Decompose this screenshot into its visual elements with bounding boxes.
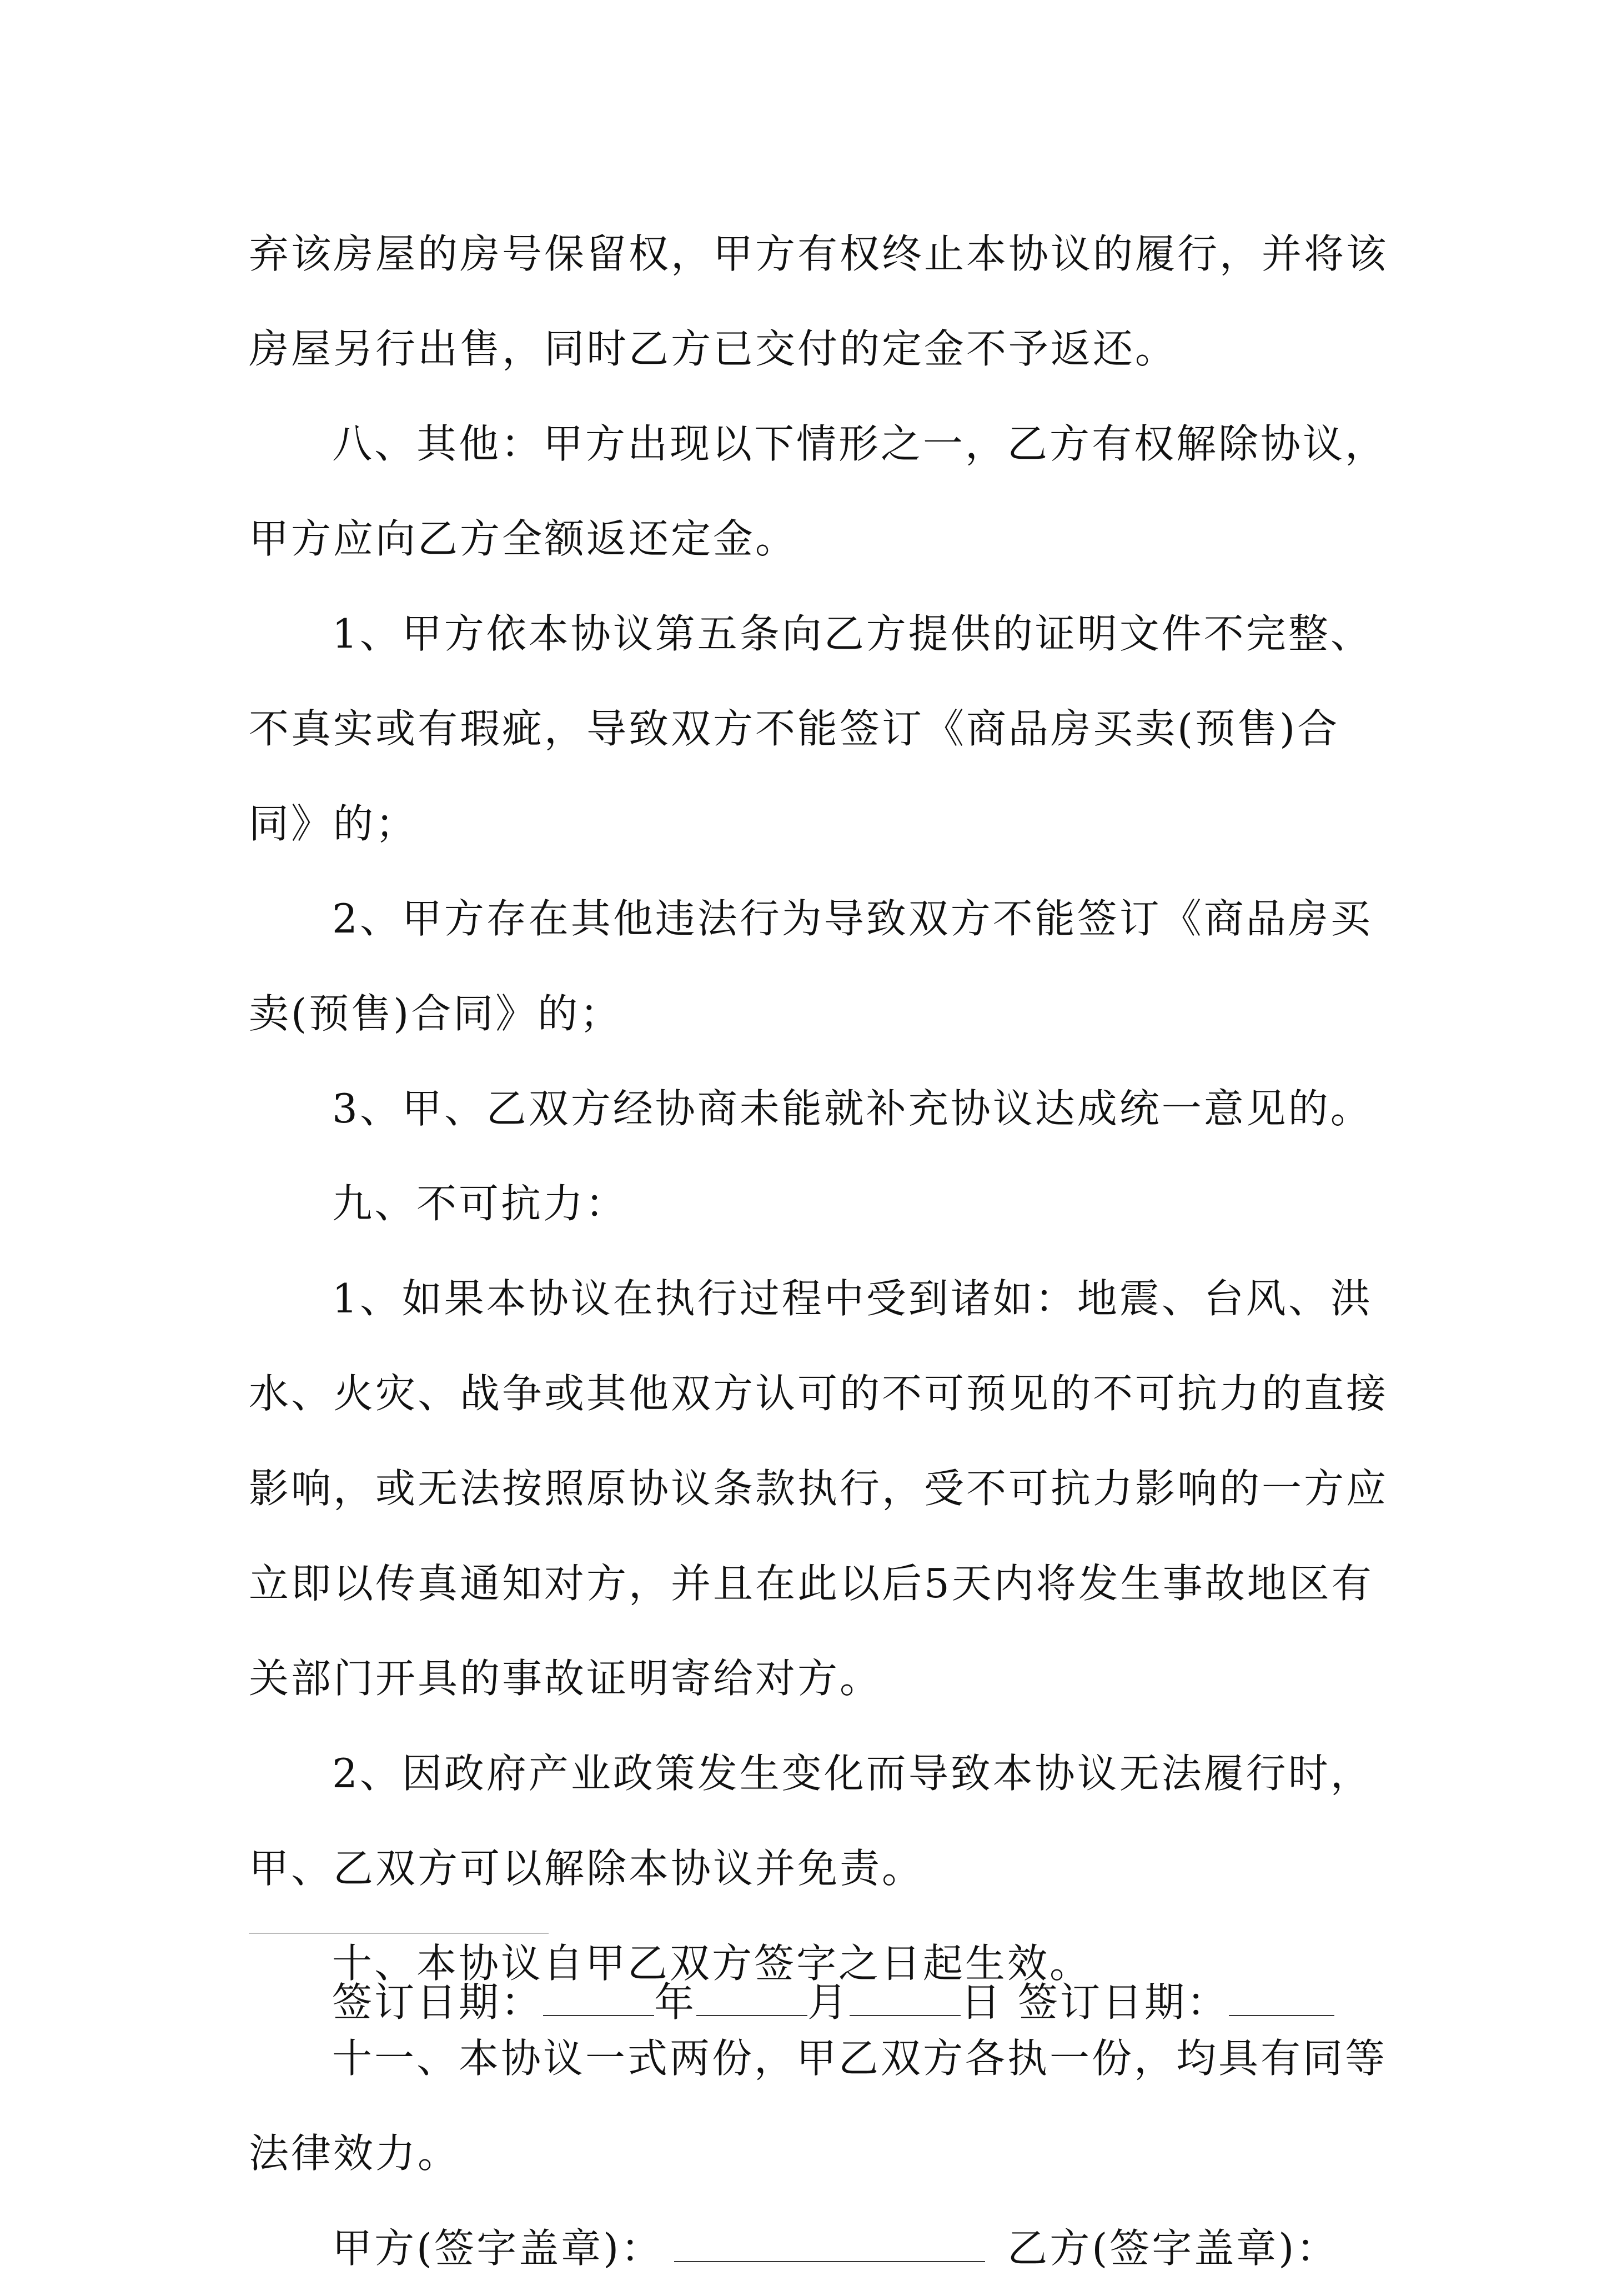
party-a-signature-line[interactable] — [674, 2233, 985, 2262]
month-blank[interactable] — [696, 1987, 807, 2016]
clause-8-other: 八、其他：甲方出现以下情形之一，乙方有权解除协议，甲方应向乙方全额返还定金。 — [249, 420, 1388, 562]
signing-date-label-a: 签订日期： — [332, 1979, 544, 2026]
clause-8-item-2: 2、甲方存在其他违法行为导致双方不能签订《商品房买卖(预售)合同》的； — [249, 895, 1373, 1037]
paragraph-continuation: 弃该房屋的房号保留权，甲方有权终止本协议的履行，并将该房屋另行出售，同时乙方已交付的定金不予返还。 — [249, 230, 1389, 372]
year-blank[interactable] — [543, 1987, 654, 2016]
day-label: 日 — [961, 1979, 1003, 2026]
clause-8-item-1: 1、甲方依本协议第五条向乙方提供的证明文件不完整、不真实或有瑕疵，导致双方不能签订《商品房买卖(预售)合同》的； — [249, 610, 1373, 847]
clause-9-item-2: 2、因政府产业政策发生变化而导致本协议无法履行时，甲、乙双方可以解除本协议并免责。 — [249, 1750, 1373, 1892]
day-blank[interactable] — [850, 1987, 961, 2016]
signing-date-label-b: 签订日期： — [1017, 1979, 1229, 2026]
clause-9-force-majeure: 九、不可抗力： — [332, 1180, 628, 1227]
signing-date-row — [332, 1955, 1393, 2050]
date-b-blank[interactable] — [1229, 1987, 1334, 2016]
party-b-signature-line[interactable] — [249, 1933, 549, 1934]
party-b-signature-label: 乙方(签字盖章)： — [1007, 2225, 1339, 2272]
clause-8-item-3: 3、甲、乙双方经协商未能就补充协议达成统一意见的。 — [332, 1085, 1373, 1132]
clause-10-effective: 十、本协议自甲乙双方签字之日起生效。 — [332, 1940, 1092, 1987]
clause-11-copies: 十一、本协议一式两份，甲乙双方各执一份，均具有同等法律效力。 — [249, 2035, 1388, 2177]
signature-row — [249, 2201, 1393, 2296]
month-label: 月 — [807, 1979, 850, 2026]
year-label: 年 — [654, 1979, 697, 2026]
party-a-signature-label: 甲方(签字盖章)： — [332, 2225, 664, 2272]
clause-9-item-1: 1、如果本协议在执行过程中受到诸如：地震、台风、洪水、火灾、战争或其他双方认可的不可预见的不可抗力的直接影响，或无法按照原协议条款执行，受不可抗力影响的一方应立即以传真通知对方，并且在此以后5天内将发生事故地区有关部门开具的事故证明寄给对方。 — [249, 1275, 1389, 1702]
